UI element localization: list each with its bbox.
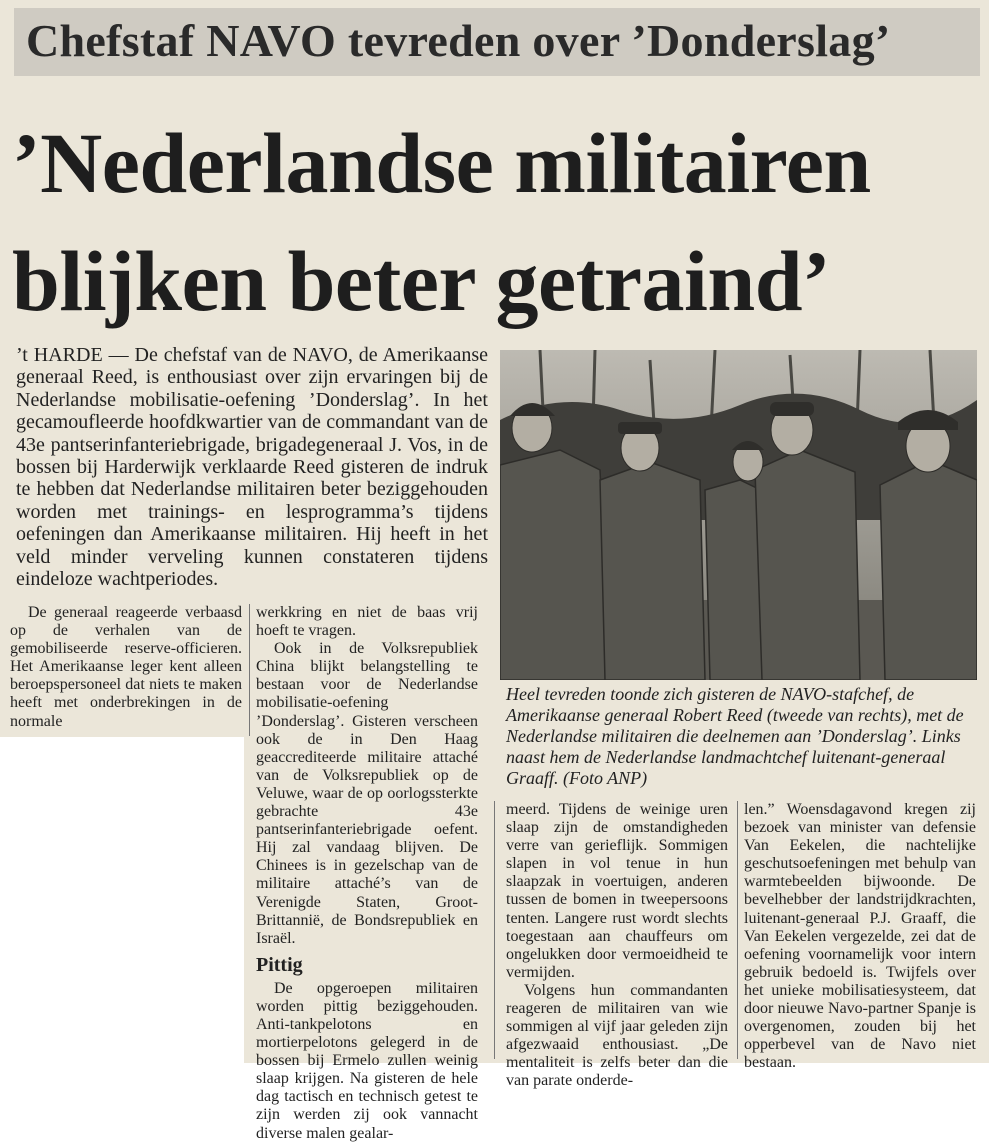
kicker-title: Chefstaf NAVO tevreden over ’Donderslag’	[26, 15, 891, 66]
paragraph: meerd. Tijdens de weinige uren slaap zijn de omstandigheden verre van gerieflijk. Sommigen slapen in vol tenue in hun slaapzak in voertuigen, anderen tussen de bomen in tweepersoons tenten. Langere rust wordt slechts toegestaan aan chauffeurs om ongelukken door vermoeidheid te vermijden.	[506, 801, 728, 981]
article-column-4	[744, 801, 976, 1072]
column-rule	[737, 801, 738, 1059]
news-photo	[500, 350, 977, 680]
paragraph: De opgeroepen militairen worden pittig beziggehouden. Anti-tankpelotons en mortierpelotons gelegerd in de bossen bij Ermelo zullen weinig slaap krijgen. Na gisteren de hele dag tactisch en technisch getest te zijn werden zij ook vannacht diverse malen gealar-	[256, 979, 478, 1142]
headline	[12, 104, 972, 340]
paragraph: len.” Woensdagavond kregen zij bezoek van minister van defensie Van Eekelen, die nachtelijke geschutsoefeningen met behulp van warmtebeelden bijwoonde. De bevelhebber der landstrijdkrachten, luitenant-generaal P.J. Graaff, die Van Eekelen vergezelde, zei dat de oefening voornamelijk voor intern gebruik bedoeld is. Twijfels over het unieke mobilisatiesysteem, dat door nieuwe Navo-partner Spanje is overgenomen, zouden bij het opperbevel van de Navo niet bestaan.	[744, 801, 976, 1072]
article-column-2	[256, 604, 478, 1143]
kicker-band	[14, 8, 980, 76]
lead-paragraph: ’t HARDE — De chefstaf van de NAVO, de Amerikaanse generaal Reed, is enthousiast over zijn ervaringen bij de Nederlandse mobilisatie-oefening ’Donderslag’. In het gecamoufleerde hoofdkwartier van de commandant van de 43e pantserinfanteriebrigade, brigadegeneraal J. Vos, in de bossen bij Harderwijk verklaarde Reed gisteren de indruk te hebben dat Nederlandse militairen beter beziggehouden worden met trainings- en lesprogramma’s tijdens oefeningen dan Amerikaanse militairen. Hij heeft in het veld minder verveling kunnen constateren tijdens eindeloze wachtperiodes.	[16, 344, 488, 591]
photo-caption: Heel tevreden toonde zich gisteren de NAVO-stafchef, de Amerikaanse generaal Robert Reed (tweede van rechts), met de Nederlandse militairen die deelnemen aan ’Donderslag’. Links naast hem de Nederlandse landmachtchef luitenant-generaal Graaff. (Foto ANP)	[506, 684, 964, 788]
headline-line-2: blijken beter getraind’	[12, 233, 831, 329]
paragraph: werkkring en niet de baas vrij hoeft te vragen.	[256, 604, 478, 640]
paragraph: Ook in de Volksrepubliek China blijkt belangstelling te bestaan voor de Nederlandse mobilisatie-oefening ’Donderslag’. Gisteren verscheen ook de in Den Haag geaccrediteerde militaire attaché van de Volksrepubliek op de Veluwe, waar de op oorlogssterkte gebrachte 43e pantserinfanteriebrigade oefent. Hij zal vandaag blijven. De Chinees is in gezelschap van de militaire attaché’s van de Verenigde Staten, Groot-Brittannië, de Bondsrepubliek en Israël.	[256, 640, 478, 947]
paragraph: De generaal reageerde verbaasd op de verhalen van de gemobiliseerde reserve-officieren. Het Amerikaanse leger kent alleen beroepspersoneel dat niets te maken heeft met onderbrekingen in de normale	[10, 604, 242, 730]
article-column-3	[506, 801, 728, 1091]
subheading: Pittig	[256, 953, 303, 976]
column-rule	[494, 801, 495, 1059]
paragraph: Volgens hun commandanten reageren de militairen van wie sommigen al vijf jaar geleden zijn afgezwaaid enthousiast. „De mentaliteit is zelfs beter dan die van parate onderde-	[506, 981, 728, 1090]
column-rule	[249, 604, 250, 736]
photo-illustration	[500, 350, 977, 680]
article-column-1	[10, 604, 242, 731]
page-background	[0, 737, 244, 1063]
headline-line-1: ’Nederlandse militairen	[12, 115, 871, 211]
